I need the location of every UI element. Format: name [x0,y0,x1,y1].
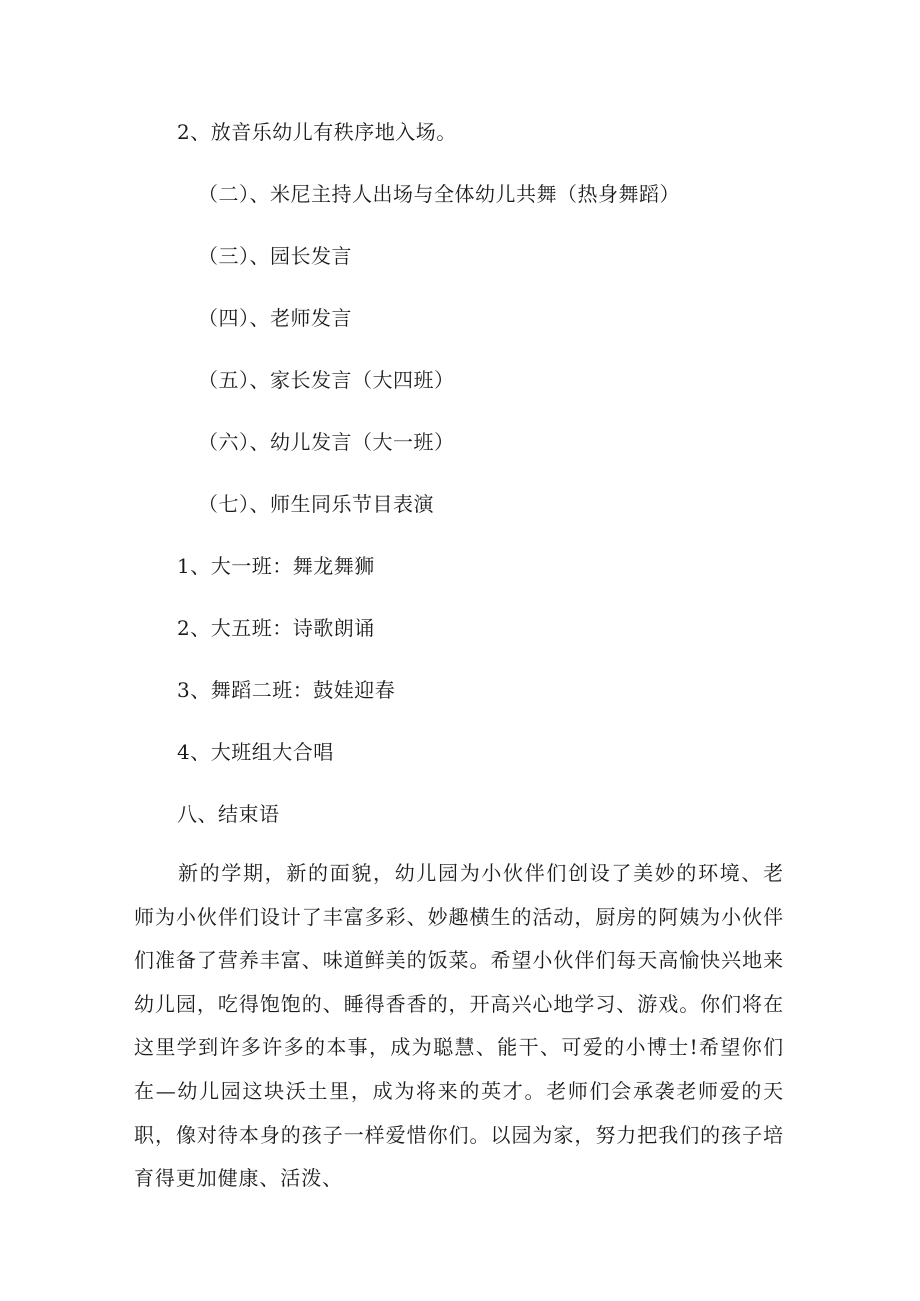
list-item-drum-performance: 3、舞蹈二班：鼓娃迎春 [177,678,396,702]
list-item-chorus: 4、大班组大合唱 [177,740,334,764]
list-item-teacher-speech: （四）、老师发言 [198,306,352,330]
list-item-principal-speech: （三）、园长发言 [198,244,352,268]
list-item-poetry-recital: 2、大五班：诗歌朗诵 [177,616,375,640]
closing-paragraph: 新的学期，新的面貌，幼儿园为小伙伴们创设了美妙的环境、老师为小伙伴们设计了丰富多彩、妙趣横生的活动，厨房的阿姨为小伙伴们准备了营养丰富、味道鲜美的饭菜。希望小伙伴们每天高愉快兴地来幼儿园，吃得饱饱的、睡得香香的，开高兴心地学习、游戏。你们将在这里学到许多许多的本事，成为聪慧、能干、可爱的小博士!希望你们在—幼儿园这块沃土里，成为将来的英才。老师们会承袭老师爱的天职，像对待本身的孩子一样爱惜你们。以园为家，努力把我们的孩子培育得更加健康、活泼、 [134,861,784,1191]
list-item-dragon-lion-dance: 1、大一班：舞龙舞狮 [177,554,375,578]
section-heading-closing: 八、结束语 [177,802,280,826]
list-item-music-entrance: 2、放音乐幼儿有秩序地入场。 [177,120,457,144]
list-item-parent-speech: （五）、家长发言（大四班） [198,368,455,392]
list-item-performance: （七）、师生同乐节目表演 [198,492,434,516]
list-item-child-speech: （六）、幼儿发言（大一班） [198,430,455,454]
list-item-host-dance: （二）、米尼主持人出场与全体幼儿共舞（热身舞蹈） [198,182,680,206]
